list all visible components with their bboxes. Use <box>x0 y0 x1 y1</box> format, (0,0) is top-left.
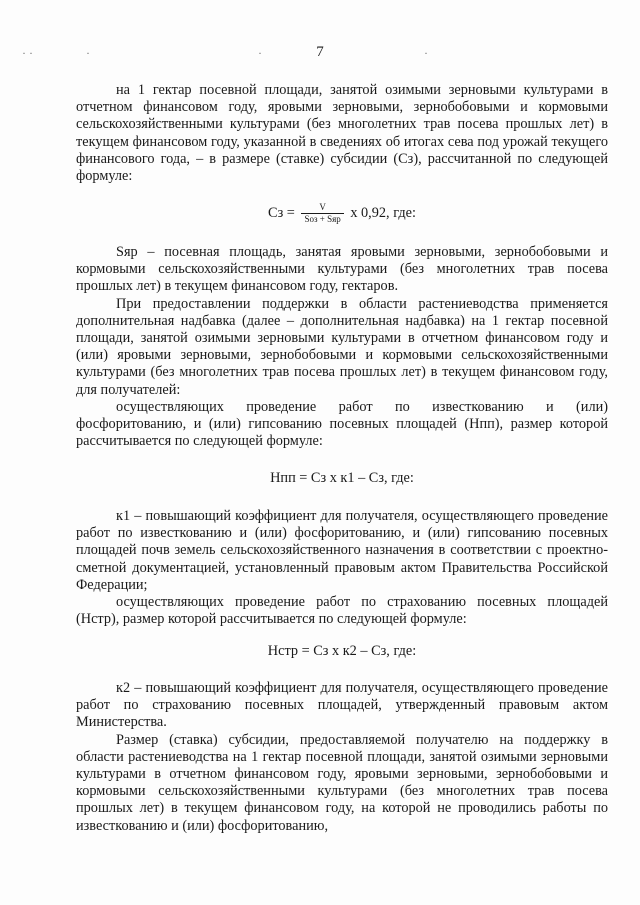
paragraph: осуществляющих проведение работ по страхованию посевных площадей (Нстр), размер которой рассчитывается по следующей формуле: <box>76 594 608 628</box>
paragraph: к1 – повышающий коэффициент для получателя, осуществляющего проведение работ по известкованию и (или) фосфоритованию, и (или) гипсованию посевных площадей почв земель сельскохозяйственного назначения в соответствии с проектно-сметной документацией, установленный правовым актом Правительства Российской Федерации; <box>76 508 608 593</box>
paragraph: Размер (ставка) субсидии, предоставляемой получателю на поддержку в области растениеводства на 1 гектар посевной площади, занятой озимыми зерновыми культурами в отчетном финансовом году, яровыми зерновыми, зернобобовыми и кормовыми сельскохозяйственными культурами (без многолетних трав посева прошлых лет) в текущем финансовом году, на которой не проводились работы по известкованию и (или) фосфоритованию, <box>76 731 608 834</box>
paragraph: осуществляющих проведение работ по известкованию и (или) фосфоритованию, и (или) гипсованию посевных площадей (Нпп), размер которой рассчитывается по следующей формуле: <box>76 398 608 450</box>
paragraph: При предоставлении поддержки в области растениеводства применяется дополнительная надбавка (далее – дополнительная надбавка) на 1 гектар посевной площади, занятой озимыми зерновыми культурами в отчетном финансовом году и (или) яровыми зерновыми, зернобобовыми и кормовыми сельскохозяйственными культурами (без многолетних трав посева прошлых лет) в текущем финансовом году, для получателей: <box>76 295 608 398</box>
body-block-3 <box>76 508 608 628</box>
paragraph: на 1 гектар посевной площади, занятой озимыми зерновыми культурами в отчетном финансовом году, яровыми зерновыми, зернобобовыми и кормовыми сельскохозяйственными культурами (без многолетних трав посева прошлых лет) в текущем финансовом году, указанной в сведениях об итогах сева под урожай текущего финансового года, – в размере (ставке) субсидии (Сз), рассчитанной по следующей формуле: <box>76 82 608 185</box>
paragraph: Sяр – посевная площадь, занятая яровыми зерновыми, зернобобовыми и кормовыми сельскохозяйственными культурами (без многолетних трав посева прошлых лет) в текущем финансовом году, гектаров. <box>76 244 608 295</box>
body-block-1 <box>76 82 608 185</box>
formula-numerator: V <box>301 202 343 214</box>
formula-rhs: х 0,92, где: <box>350 204 416 221</box>
formula-fraction <box>301 202 343 225</box>
scan-mark: · <box>424 46 428 60</box>
formula-lhs: Сз = <box>268 204 295 221</box>
formula-denominator: Sоз + Sяр <box>304 214 341 224</box>
formula-1 <box>76 202 608 225</box>
scan-mark: · · <box>22 46 33 60</box>
scan-mark: · <box>86 46 90 60</box>
body-block-2 <box>76 244 608 450</box>
paragraph: к2 – повышающий коэффициент для получателя, осуществляющего проведение работ по страхованию посевных площадей, утвержденный правовым актом Министерства. <box>76 680 608 731</box>
formula-3: Нстр = Сз х к2 – Сз, где: <box>267 643 417 659</box>
scan-mark: · <box>258 46 262 60</box>
page-number: 7 <box>316 44 324 60</box>
formula-2: Нпп = Сз х к1 – Сз, где: <box>270 470 414 486</box>
body-block-4 <box>76 680 608 835</box>
